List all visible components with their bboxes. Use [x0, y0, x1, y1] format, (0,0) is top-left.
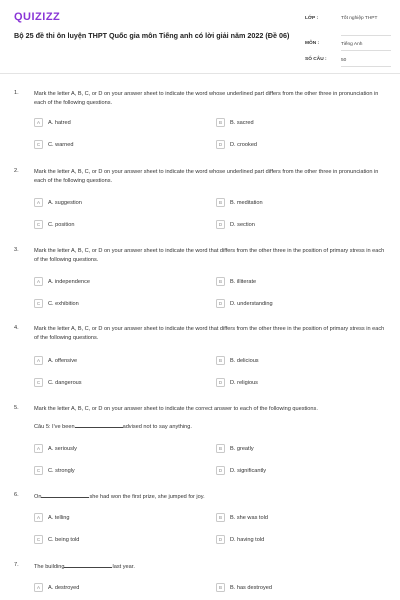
- option-text: A. suggestion: [48, 199, 82, 206]
- option-letter-box: D: [216, 220, 225, 229]
- question-instruction: Mark the letter A, B, C, or D on your answer sheet to indicate the word that differs from the other three in the position of primary stress in each of the following questions.: [34, 326, 385, 341]
- stem-before-blank: On: [34, 494, 42, 500]
- answer-blank: [41, 492, 89, 498]
- option-text: B. meditation: [230, 199, 263, 206]
- option-letter-box: A: [34, 583, 43, 592]
- option-letter-box: D: [216, 535, 225, 544]
- option-text: B. she was told: [230, 514, 268, 521]
- option-text: C. strongly: [48, 467, 75, 474]
- option-letter-box: B: [216, 513, 225, 522]
- option-text: A. seriously: [48, 445, 77, 452]
- option-text: D. understanding: [230, 300, 273, 307]
- option-text: D. significantly: [230, 467, 267, 474]
- option-text: C. dangerous: [48, 379, 82, 386]
- option-text: A. offensive: [48, 357, 78, 364]
- question-number: 7.: [14, 562, 19, 568]
- option-letter-box: C: [34, 535, 43, 544]
- stem-after-blank: advised not to say anything.: [122, 424, 192, 430]
- option-text: D. crooked: [230, 141, 258, 148]
- option-letter-box: A: [34, 198, 43, 207]
- option-letter-box: B: [216, 198, 225, 207]
- grade-underline: [341, 35, 391, 36]
- option-text: C. exhibition: [48, 300, 79, 307]
- grade-value: Tốt nghiệp THPT: [341, 16, 378, 21]
- option-text: C. position: [48, 221, 75, 228]
- question-number: 2.: [14, 168, 19, 174]
- worksheet-header: [0, 0, 400, 74]
- option-text: B. sacred: [230, 119, 254, 126]
- option-letter-box: D: [216, 378, 225, 387]
- answer-blank: [64, 562, 112, 568]
- subject-underline: [341, 50, 391, 51]
- stem-after-blank: she had won the first prize, she jumped for joy.: [89, 494, 205, 500]
- stem-before-blank: The building: [34, 564, 65, 570]
- question-instruction: Mark the letter A, B, C, or D on your answer sheet to indicate the word that differs from the other three in the position of primary stress in each of the following questions.: [34, 248, 385, 263]
- option-text: D. section: [230, 221, 255, 228]
- question-stem: [34, 562, 135, 570]
- option-letter-box: C: [34, 378, 43, 387]
- option-text: A. telling: [48, 514, 70, 521]
- option-text: C. warned: [48, 141, 74, 148]
- option-letter-box: B: [216, 356, 225, 365]
- question-instruction: Mark the letter A, B, C, or D on your answer sheet to indicate the word whose underlined part differs from the other three in pronunciation in each of the following questions.: [34, 91, 379, 106]
- question-count-value: 50: [341, 58, 347, 63]
- stem-after-blank: last year.: [112, 564, 135, 570]
- option-letter-box: A: [34, 118, 43, 127]
- option-letter-box: C: [34, 299, 43, 308]
- option-letter-box: A: [34, 356, 43, 365]
- question-number: 3.: [14, 247, 19, 253]
- stem-before-blank: Câu 5: I've been: [34, 424, 75, 430]
- answer-blank: [75, 422, 123, 428]
- question-count-label: SỐ CÂU :: [305, 57, 327, 62]
- option-letter-box: A: [34, 513, 43, 522]
- option-letter-box: B: [216, 444, 225, 453]
- subject-value: Tiếng Anh: [341, 42, 363, 47]
- question-number: 4.: [14, 325, 19, 331]
- option-letter-box: C: [34, 140, 43, 149]
- question-stem: [34, 492, 205, 500]
- option-letter-box: C: [34, 466, 43, 475]
- question-instruction: Mark the letter A, B, C, or D on your answer sheet to indicate the correct answer to each of the following questions.: [34, 406, 318, 412]
- question-number: 5.: [14, 405, 19, 411]
- option-letter-box: C: [34, 220, 43, 229]
- option-text: B. greatly: [230, 445, 254, 452]
- option-letter-box: D: [216, 466, 225, 475]
- count-underline: [341, 66, 391, 67]
- option-text: B. has destroyed: [230, 584, 272, 591]
- option-letter-box: B: [216, 583, 225, 592]
- question-instruction: Mark the letter A, B, C, or D on your answer sheet to indicate the word whose underlined part differs from the other three in pronunciation in each of the following questions.: [34, 169, 379, 184]
- option-text: D. religious: [230, 379, 258, 386]
- option-letter-box: A: [34, 444, 43, 453]
- option-letter-box: B: [216, 118, 225, 127]
- subject-label: MÔN :: [305, 41, 320, 46]
- option-letter-box: D: [216, 299, 225, 308]
- worksheet-title: Bộ 25 đề thi ôn luyện THPT Quốc gia môn Tiếng anh có lời giải năm 2022 (Đề 06): [14, 31, 290, 40]
- question-number: 1.: [14, 90, 19, 96]
- option-text: B. delicious: [230, 357, 259, 364]
- option-text: A. independence: [48, 278, 90, 285]
- question-stem: [34, 422, 192, 430]
- option-text: A. destroyed: [48, 584, 80, 591]
- question-number: 6.: [14, 492, 19, 498]
- option-text: C. being told: [48, 536, 80, 543]
- quizizz-logo: QUIZIZZ: [14, 11, 61, 23]
- option-letter-box: B: [216, 277, 225, 286]
- option-letter-box: D: [216, 140, 225, 149]
- option-text: A. hatred: [48, 119, 71, 126]
- option-text: B. illiterate: [230, 278, 257, 285]
- option-letter-box: A: [34, 277, 43, 286]
- grade-label: LỚP :: [305, 16, 319, 21]
- option-text: D. having told: [230, 536, 265, 543]
